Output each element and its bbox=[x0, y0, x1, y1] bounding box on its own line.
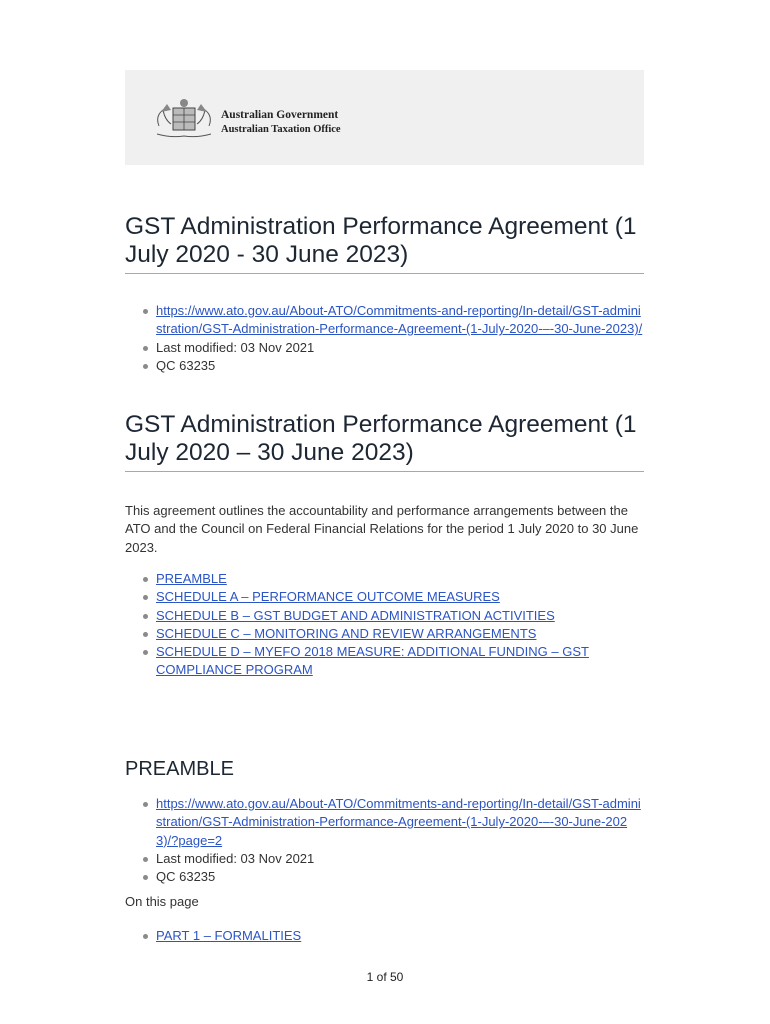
toc-link-preamble[interactable]: PREAMBLE bbox=[156, 571, 227, 586]
on-this-page-list bbox=[140, 927, 644, 945]
preamble-url-link[interactable]: https://www.ato.gov.au/About-ATO/Commitments-and-reporting/In-detail/GST-administration/GST-Administration-Performance-Agreement-(1-July-2020-–-30-June-2023)/?page=2 bbox=[156, 796, 641, 848]
last-modified: Last modified: 03 Nov 2021 bbox=[140, 850, 644, 868]
toc-item[interactable] bbox=[140, 570, 644, 588]
toc-item[interactable] bbox=[140, 625, 644, 643]
toc-link-schedule-b[interactable]: SCHEDULE B – GST BUDGET AND ADMINISTRATION ACTIVITIES bbox=[156, 607, 555, 623]
preamble-heading: PREAMBLE bbox=[125, 758, 234, 780]
part-1-link[interactable]: PART 1 – FORMALITIES bbox=[156, 928, 302, 943]
source-url-link[interactable]: https://www.ato.gov.au/About-ATO/Commitments-and-reporting/In-detail/GST-administration/GST-Administration-Performance-Agreement-(1-July-2020-–-30-June-2023)/ bbox=[156, 303, 643, 337]
agency-label: Australian Taxation Office bbox=[221, 124, 341, 135]
page-title-1: GST Administration Performance Agreement (1 July 2020 - 30 June 2023) bbox=[125, 213, 644, 274]
meta-list-1 bbox=[140, 302, 644, 375]
table-of-contents bbox=[140, 570, 644, 680]
toc-item[interactable] bbox=[140, 643, 644, 680]
page-title-2: GST Administration Performance Agreement (1 July 2020 – 30 June 2023) bbox=[125, 411, 644, 472]
government-label: Australian Government bbox=[221, 109, 339, 121]
toc-item[interactable] bbox=[140, 607, 644, 625]
qc-number: QC 63235 bbox=[140, 357, 644, 375]
list-item[interactable] bbox=[140, 795, 644, 850]
on-this-page-label: On this page bbox=[125, 894, 199, 909]
page-number: 1 of 50 bbox=[366, 970, 404, 984]
qc-number: QC 63235 bbox=[140, 868, 644, 886]
toc-link-schedule-c[interactable]: SCHEDULE C – MONITORING AND REVIEW ARRANGEMENTS bbox=[156, 625, 537, 641]
toc-link-schedule-d[interactable]: SCHEDULE D – MYEFO 2018 MEASURE: ADDITIONAL FUNDING – GST COMPLIANCE PROGRAM bbox=[156, 644, 589, 678]
meta-list-2 bbox=[140, 795, 644, 886]
list-item[interactable] bbox=[140, 927, 644, 945]
ato-banner bbox=[125, 70, 644, 165]
toc-item[interactable] bbox=[140, 588, 644, 606]
list-item[interactable] bbox=[140, 302, 644, 339]
last-modified: Last modified: 03 Nov 2021 bbox=[140, 339, 644, 357]
coat-of-arms-icon bbox=[151, 96, 217, 142]
toc-link-schedule-a[interactable]: SCHEDULE A – PERFORMANCE OUTCOME MEASURES bbox=[156, 589, 500, 605]
intro-paragraph: This agreement outlines the accountability and performance arrangements between the ATO and the Council on Federal Financial Relations for the period 1 July 2020 to 30 June 2023. bbox=[125, 503, 639, 555]
